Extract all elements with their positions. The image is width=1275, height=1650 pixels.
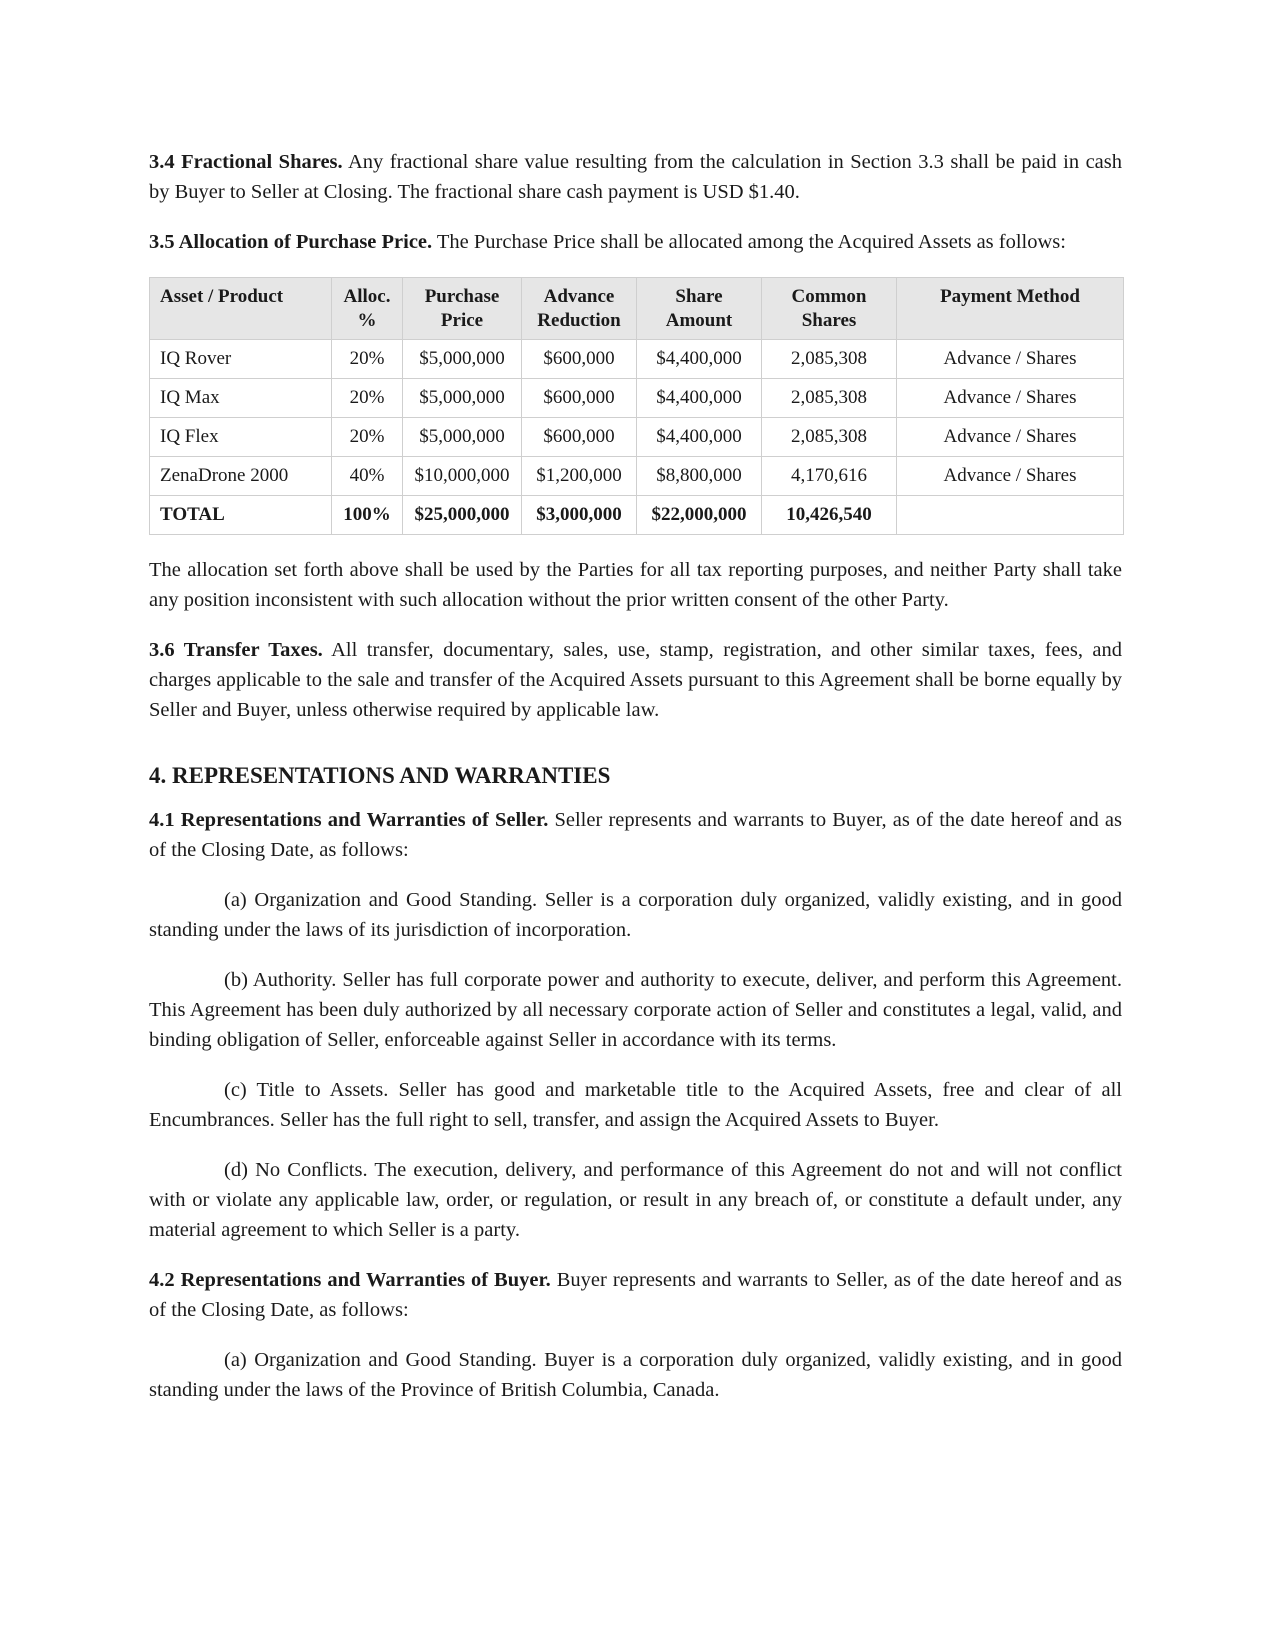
section-3-6-heading: 3.6 Transfer Taxes.	[149, 639, 323, 661]
page-content	[149, 147, 1122, 1425]
section-4-1-heading: 4.1 Representations and Warranties of Seller.	[149, 809, 549, 831]
cell-alloc: 20%	[332, 379, 403, 418]
section-4-1-text: Seller represents and warrants to Buyer, as of the date hereof and as of the Closing Date, as follows:	[149, 809, 1123, 861]
table-row	[150, 457, 1124, 496]
cell-asset: IQ Rover	[150, 340, 332, 379]
section-4-title: 4. REPRESENTATIONS AND WARRANTIES	[149, 763, 611, 788]
total-label: TOTAL	[150, 496, 332, 535]
cell-purchase-price: $5,000,000	[403, 340, 522, 379]
section-3-5-text: The Purchase Price shall be allocated among the Acquired Assets as follows:	[432, 231, 1066, 253]
cell-payment-method: Advance / Shares	[897, 340, 1124, 379]
cell-payment-method: Advance / Shares	[897, 379, 1124, 418]
total-alloc: 100%	[332, 496, 403, 535]
section-4-2	[149, 1265, 1122, 1325]
cell-share-amount: $4,400,000	[637, 379, 762, 418]
total-purchase-price: $25,000,000	[403, 496, 522, 535]
cell-purchase-price: $5,000,000	[403, 418, 522, 457]
allocation-note: The allocation set forth above shall be used by the Parties for all tax reporting purposes, and neither Party shall take any position inconsistent with such allocation without the prior written consent of the other Party.	[149, 559, 1122, 611]
total-share-amount: $22,000,000	[637, 496, 762, 535]
table-total-row	[150, 496, 1124, 535]
header-asset: Asset / Product	[150, 278, 332, 340]
cell-alloc: 20%	[332, 340, 403, 379]
cell-purchase-price: $5,000,000	[403, 379, 522, 418]
cell-asset: ZenaDrone 2000	[150, 457, 332, 496]
table-header-row	[150, 278, 1124, 340]
cell-common-shares: 2,085,308	[762, 379, 897, 418]
cell-common-shares: 2,085,308	[762, 418, 897, 457]
cell-purchase-price: $10,000,000	[403, 457, 522, 496]
cell-common-shares: 2,085,308	[762, 340, 897, 379]
cell-alloc: 40%	[332, 457, 403, 496]
cell-payment-method: Advance / Shares	[897, 418, 1124, 457]
cell-advance-reduction: $600,000	[522, 379, 637, 418]
section-4-1-d: (d) No Conflicts. The execution, delivery, and performance of this Agreement do not and will not conflict with or violate any applicable law, order, or regulation, or result in any breach of, or constitute a default under, any material agreement to which Seller is a party.	[149, 1159, 1122, 1241]
section-4-2-heading: 4.2 Representations and Warranties of Buyer.	[149, 1269, 551, 1291]
section-3-5-heading: 3.5 Allocation of Purchase Price.	[149, 231, 433, 253]
header-common-shares: Common Shares	[762, 278, 897, 340]
total-common-shares: 10,426,540	[762, 496, 897, 535]
total-advance-reduction: $3,000,000	[522, 496, 637, 535]
section-4-1-c: (c) Title to Assets. Seller has good and marketable title to the Acquired Assets, free and clear of all Encumbrances. Seller has the full right to sell, transfer, and assign the Acquired Assets to Buyer.	[149, 1079, 1122, 1131]
cell-asset: IQ Max	[150, 379, 332, 418]
table-row	[150, 340, 1124, 379]
table-row	[150, 418, 1124, 457]
cell-share-amount: $8,800,000	[637, 457, 762, 496]
section-4-1-b: (b) Authority. Seller has full corporate power and authority to execute, deliver, and perform this Agreement. This Agreement has been duly authorized by all necessary corporate action of Seller and constitutes a legal, valid, and binding obligation of Seller, enforceable against Seller in accordance with its terms.	[149, 969, 1122, 1051]
cell-advance-reduction: $600,000	[522, 418, 637, 457]
cell-common-shares: 4,170,616	[762, 457, 897, 496]
cell-share-amount: $4,400,000	[637, 340, 762, 379]
cell-alloc: 20%	[332, 418, 403, 457]
section-4-1	[149, 805, 1122, 865]
section-4-1-a: (a) Organization and Good Standing. Seller is a corporation duly organized, validly existing, and in good standing under the laws of its jurisdiction of incorporation.	[149, 889, 1122, 941]
section-4-2-a: (a) Organization and Good Standing. Buyer is a corporation duly organized, validly existing, and in good standing under the laws of the Province of British Columbia, Canada.	[149, 1349, 1122, 1401]
cell-advance-reduction: $1,200,000	[522, 457, 637, 496]
section-3-4-heading: 3.4 Fractional Shares.	[149, 151, 343, 173]
section-3-5	[149, 227, 1122, 257]
cell-share-amount: $4,400,000	[637, 418, 762, 457]
cell-asset: IQ Flex	[150, 418, 332, 457]
section-3-6	[149, 635, 1122, 725]
header-advance-reduction: Advance Reduction	[522, 278, 637, 340]
total-payment-method	[897, 496, 1124, 535]
section-3-4-text: Any fractional share value resulting from the calculation in Section 3.3 shall be paid in cash by Buyer to Seller at Closing. The fractional share cash payment is USD $1.40.	[149, 151, 1122, 203]
header-share-amount: Share Amount	[637, 278, 762, 340]
section-3-4	[149, 147, 1122, 207]
cell-payment-method: Advance / Shares	[897, 457, 1124, 496]
header-alloc: Alloc. %	[332, 278, 403, 340]
section-4-2-text: Buyer represents and warrants to Seller, as of the date hereof and as of the Closing Date, as follows:	[149, 1269, 1122, 1321]
allocation-table	[149, 277, 1124, 535]
cell-advance-reduction: $600,000	[522, 340, 637, 379]
header-purchase-price: Purchase Price	[403, 278, 522, 340]
header-payment-method: Payment Method	[897, 278, 1124, 340]
section-3-6-text: All transfer, documentary, sales, use, stamp, registration, and other similar taxes, fees, and charges applicable to the sale and transfer of the Acquired Assets pursuant to this Agreement shall be borne equally by Seller and Buyer, unless otherwise required by applicable law.	[149, 639, 1122, 721]
table-row	[150, 379, 1124, 418]
